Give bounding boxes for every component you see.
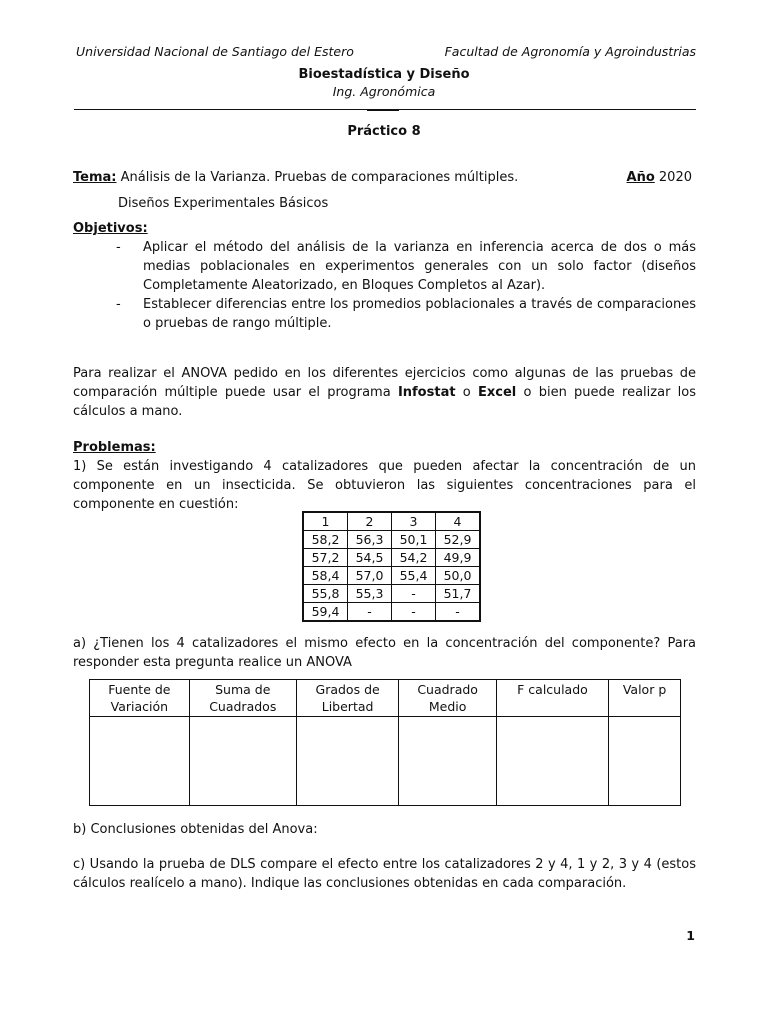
infostat-name: Infostat: [397, 385, 456, 400]
table-row: [303, 567, 480, 585]
objectives-list: [116, 238, 696, 333]
anova-answer-cell[interactable]: [189, 717, 296, 806]
anova-answer-cell[interactable]: [609, 717, 681, 806]
table-header-row: [303, 512, 480, 531]
objective-text: Aplicar el método del análisis de la varianza en inferencia acerca de dos o más medias poblacionales en experimentos generales con un solo factor (diseños Completamente Aleatorizado, en Bloques Completos al Azar).: [143, 240, 696, 293]
year-line: [627, 168, 692, 187]
catalyst-data-table: [302, 511, 481, 622]
question-a: a) ¿Tienen los 4 catalizadores el mismo efecto en la concentración del componente? Para responder esta pregunta realice un ANOVA: [73, 636, 696, 670]
anova-header-line: Medio: [428, 699, 467, 714]
year-label: Año: [626, 170, 655, 185]
topic-line: [73, 168, 518, 187]
anova-header-cell: [90, 680, 190, 717]
table-cell: 55,4: [392, 567, 436, 585]
intro-text: o bien puede realizar los cálculos a mano.: [73, 385, 697, 419]
practical-title: Práctico 8: [347, 124, 421, 139]
anova-header-cell: [399, 680, 496, 717]
table-cell: 55,3: [348, 585, 392, 603]
table-cell: 54,2: [392, 549, 436, 567]
table-header-cell: 3: [392, 512, 436, 531]
intro-text: o: [455, 385, 479, 400]
table-cell: -: [392, 603, 436, 622]
anova-header-cell: [609, 680, 681, 717]
anova-header-cell: [496, 680, 608, 717]
question-c: c) Usando la prueba de DLS compare el efecto entre los catalizadores 2 y 4, 1 y 2, 3 y 4 (estos cálculos realícelo a mano). Indique las conclusiones obtenidas en cada comparación.: [73, 857, 696, 891]
anova-header-cell: [189, 680, 296, 717]
anova-header-line: Libertad: [321, 699, 374, 714]
header-divider-mark: [367, 110, 399, 111]
objective-item: - Aplicar el método del análisis de la varianza en inferencia acerca de dos o más medias poblacionales en experimentos generales con un solo factor (diseños Completamente Aleatorizado, en Bloques Completos al Azar).: [116, 240, 696, 293]
table-cell: 50,1: [392, 531, 436, 549]
table-cell: 50,0: [436, 567, 481, 585]
anova-header-line: Grados de: [315, 682, 380, 697]
anova-answer-cell[interactable]: [496, 717, 608, 806]
anova-answer-cell[interactable]: [296, 717, 399, 806]
faculty-name: Facultad de Agronomía y Agroindustrias: [444, 44, 696, 59]
table-cell: 54,5: [348, 549, 392, 567]
topic-text: Análisis de la Varianza. Pruebas de comparaciones múltiples.: [120, 170, 519, 185]
table-row: [303, 603, 480, 622]
anova-answer-row: [90, 717, 681, 806]
topic-label: Tema:: [73, 170, 117, 185]
table-cell: 59,4: [303, 603, 348, 622]
objectives-heading: Objetivos:: [73, 221, 148, 236]
table-row: [303, 531, 480, 549]
table-cell: -: [392, 585, 436, 603]
table-cell: 57,0: [348, 567, 392, 585]
intro-paragraph: [73, 364, 696, 421]
objective-text: Establecer diferencias entre los promedios poblacionales a través de comparaciones o pruebas de rango múltiple.: [143, 297, 696, 331]
question-b: b) Conclusiones obtenidas del Anova:: [73, 822, 318, 837]
excel-name: Excel: [478, 385, 517, 400]
table-header-cell: 1: [303, 512, 348, 531]
table-cell: 51,7: [436, 585, 481, 603]
anova-answer-cell[interactable]: [399, 717, 496, 806]
table-cell: -: [348, 603, 392, 622]
table-cell: 52,9: [436, 531, 481, 549]
objective-item: - Establecer diferencias entre los promedios poblacionales a través de comparaciones o pruebas de rango múltiple.: [116, 297, 696, 331]
table-row: [303, 549, 480, 567]
table-cell: 58,2: [303, 531, 348, 549]
table-row: [303, 585, 480, 603]
problems-heading: Problemas:: [73, 440, 156, 455]
table-cell: 49,9: [436, 549, 481, 567]
anova-answer-cell[interactable]: [90, 717, 190, 806]
intro-text: Para realizar el ANOVA pedido en los diferentes ejercicios como algunas de las pruebas de comparación múltiple puede usar el programa: [73, 366, 696, 400]
table-cell: -: [436, 603, 481, 622]
department-name: Ing. Agronómica: [332, 84, 436, 99]
anova-header-line: Suma de: [215, 682, 271, 697]
topic-subtitle: Diseños Experimentales Básicos: [118, 196, 329, 211]
anova-header-line: F calculado: [517, 682, 588, 697]
anova-header-line: Cuadrado: [417, 682, 478, 697]
table-header-cell: 2: [348, 512, 392, 531]
anova-header-cell: [296, 680, 399, 717]
anova-header-row: [90, 680, 681, 717]
table-cell: 56,3: [348, 531, 392, 549]
problem-1-text: 1) Se están investigando 4 catalizadores que pueden afectar la concentración de un componente en un insecticida. Se obtuvieron las siguientes concentraciones para el componente en cuestión:: [73, 459, 696, 512]
anova-header-line: Fuente de: [108, 682, 171, 697]
university-name: Universidad Nacional de Santiago del Estero: [76, 44, 354, 59]
table-header-cell: 4: [436, 512, 481, 531]
table-cell: 55,8: [303, 585, 348, 603]
anova-table: [89, 679, 681, 806]
page-number: 1: [686, 928, 695, 943]
anova-header-line: Cuadrados: [209, 699, 277, 714]
table-cell: 58,4: [303, 567, 348, 585]
year-value: 2020: [658, 170, 692, 185]
anova-header-line: Valor p: [622, 682, 667, 697]
anova-header-line: Variación: [110, 699, 169, 714]
course-title: Bioestadística y Diseño: [298, 67, 470, 82]
table-cell: 57,2: [303, 549, 348, 567]
